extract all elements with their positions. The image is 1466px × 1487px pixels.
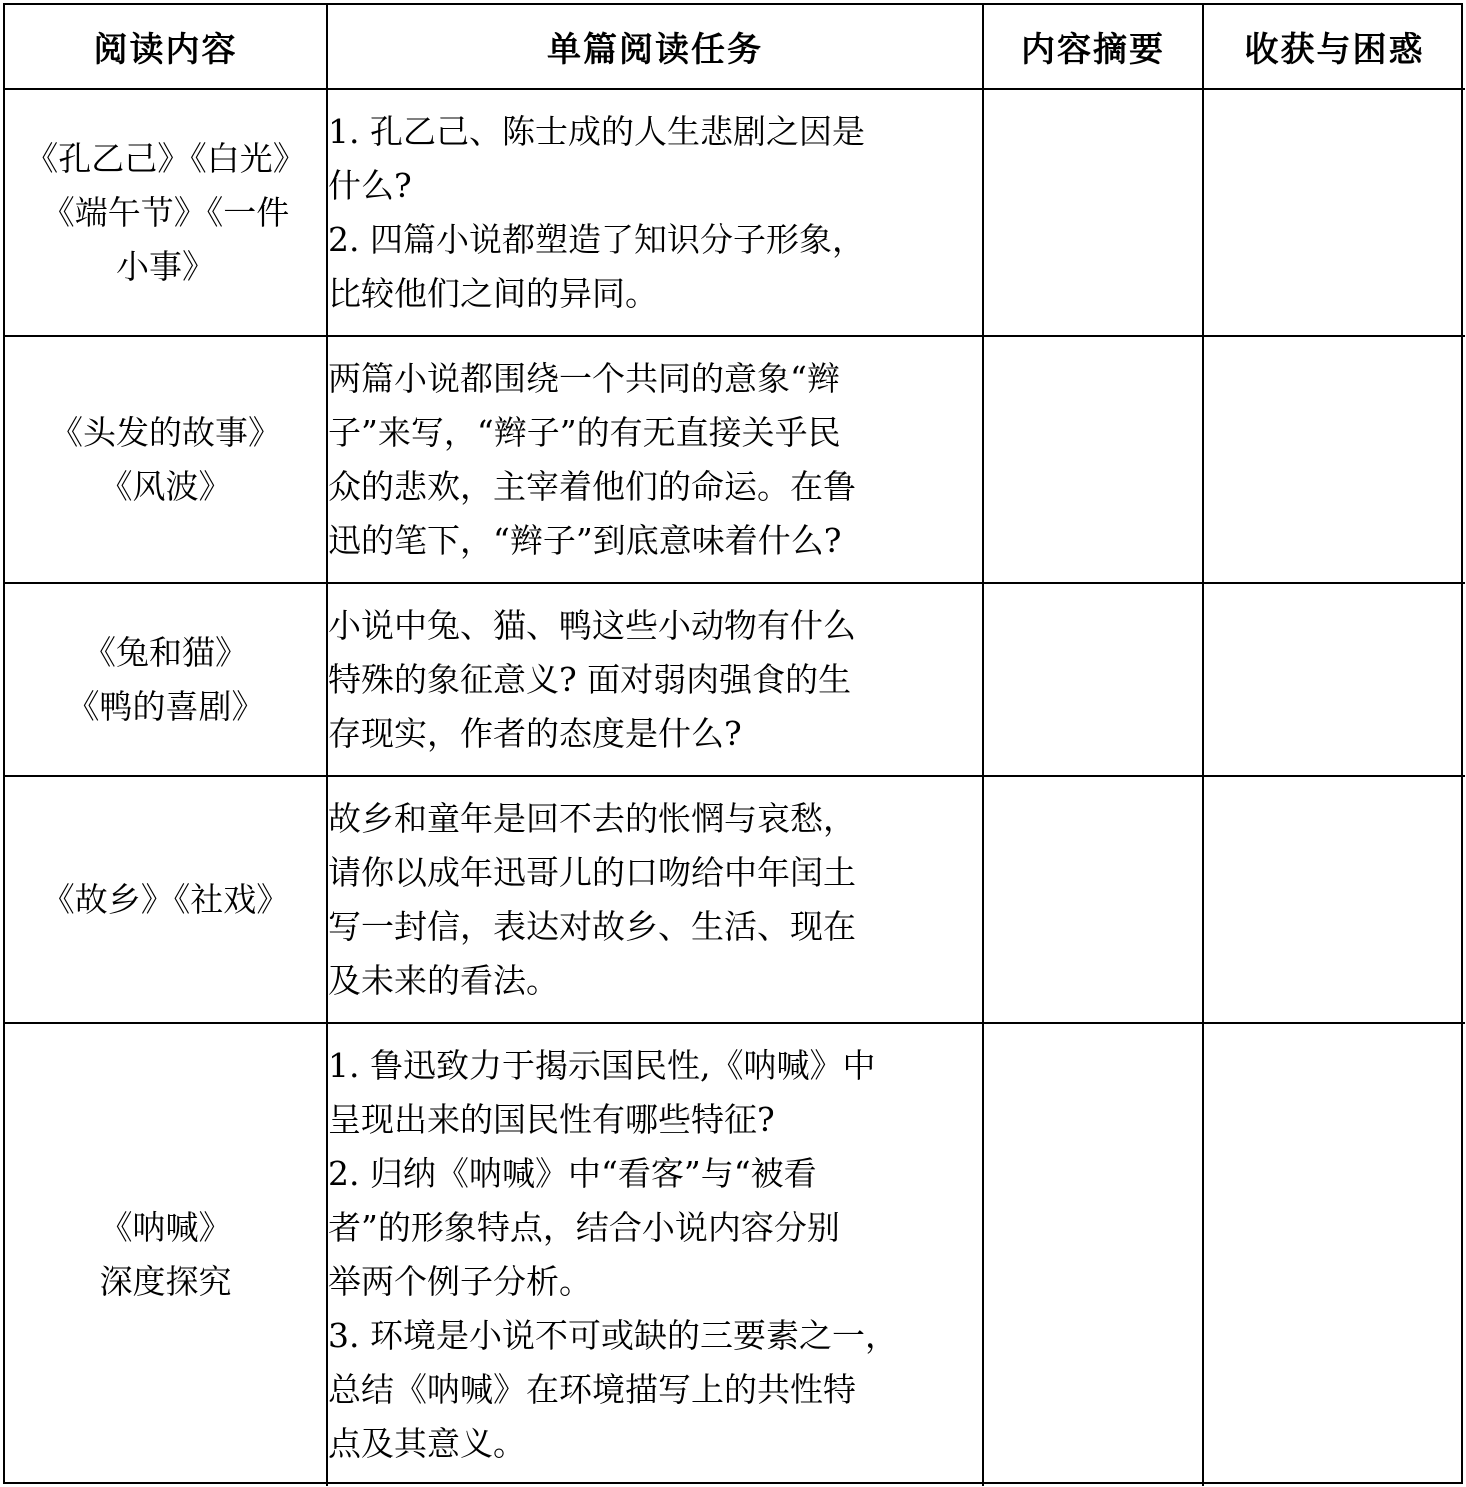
header-gains: 收获与困惑 bbox=[1203, 5, 1465, 89]
task-line: 点及其意义。 bbox=[328, 1424, 526, 1463]
reading-content-line: 《风波》 bbox=[99, 466, 232, 506]
gains-cell[interactable] bbox=[1203, 776, 1465, 1023]
reading-content-cell bbox=[5, 336, 327, 583]
table-row bbox=[5, 583, 1465, 776]
task-line: 总结《呐喊》在环境描写上的共性特 bbox=[328, 1370, 856, 1409]
task-line: 写一封信，表达对故乡、生活、现在 bbox=[328, 906, 856, 946]
task-line: 特殊的象征意义? 面对弱肉强食的生 bbox=[328, 659, 852, 699]
header-summary: 内容摘要 bbox=[983, 5, 1203, 89]
task-line: 及未来的看法。 bbox=[328, 960, 559, 1000]
summary-cell[interactable] bbox=[983, 776, 1203, 1023]
summary-cell[interactable] bbox=[983, 89, 1203, 336]
header-row bbox=[5, 5, 1465, 89]
task-cell bbox=[327, 89, 983, 336]
task-line: 呈现出来的国民性有哪些特征? bbox=[328, 1100, 775, 1139]
task-line: 3. 环境是小说不可或缺的三要素之一， bbox=[328, 1316, 898, 1355]
reading-content-line: 《呐喊》 bbox=[99, 1208, 232, 1247]
reading-plan-sheet bbox=[3, 3, 1463, 1484]
reading-content-cell bbox=[5, 89, 327, 336]
table-row bbox=[5, 776, 1465, 1023]
task-cell bbox=[327, 776, 983, 1023]
task-line: 举两个例子分析。 bbox=[328, 1262, 592, 1301]
task-line: 请你以成年迅哥儿的口吻给中年闰土 bbox=[328, 852, 856, 892]
reading-content-line: 《鸭的喜剧》 bbox=[66, 686, 265, 726]
table-row bbox=[5, 89, 1465, 336]
gains-cell[interactable] bbox=[1203, 336, 1465, 583]
reading-content-line: 深度探究 bbox=[99, 1262, 232, 1301]
task-line: 1. 孔乙己、陈士成的人生悲剧之因是 bbox=[328, 111, 865, 151]
task-line: 两篇小说都围绕一个共同的意象“辫 bbox=[328, 358, 840, 398]
reading-content-line: 《头发的故事》 bbox=[50, 412, 281, 452]
task-line: 迅的笔下，“辫子”到底意味着什么? bbox=[328, 520, 842, 560]
reading-plan-table bbox=[5, 5, 1465, 1486]
task-cell bbox=[327, 583, 983, 776]
table-row bbox=[5, 1023, 1465, 1486]
task-cell bbox=[327, 1023, 983, 1486]
reading-content-line: 小事》 bbox=[116, 246, 215, 286]
task-line: 2. 四篇小说都塑造了知识分子形象， bbox=[328, 219, 865, 259]
task-line: 者”的形象特点，结合小说内容分别 bbox=[328, 1208, 840, 1247]
reading-content-cell bbox=[5, 776, 327, 1023]
task-line: 存现实，作者的态度是什么? bbox=[328, 713, 742, 753]
summary-cell[interactable] bbox=[983, 1023, 1203, 1486]
table-row bbox=[5, 336, 1465, 583]
task-line: 什么? bbox=[328, 165, 412, 205]
gains-cell[interactable] bbox=[1203, 1023, 1465, 1486]
reading-content-line: 《孔乙己》《白光》 bbox=[25, 138, 306, 178]
gains-cell[interactable] bbox=[1203, 89, 1465, 336]
reading-content-cell bbox=[5, 583, 327, 776]
task-line: 2. 归纳《呐喊》中“看客”与“被看 bbox=[328, 1154, 817, 1193]
task-line: 小说中兔、猫、鸭这些小动物有什么 bbox=[328, 605, 856, 645]
header-single-task: 单篇阅读任务 bbox=[327, 5, 983, 89]
task-line: 比较他们之间的异同。 bbox=[328, 273, 658, 313]
task-line: 1. 鲁迅致力于揭示国民性,《呐喊》中 bbox=[328, 1046, 876, 1085]
reading-content-line: 《端午节》《一件 bbox=[41, 192, 290, 232]
summary-cell[interactable] bbox=[983, 336, 1203, 583]
task-cell bbox=[327, 336, 983, 583]
task-line: 故乡和童年是回不去的怅惘与哀愁， bbox=[328, 798, 856, 838]
reading-content-line: 《故乡》《社戏》 bbox=[41, 879, 290, 919]
gains-cell[interactable] bbox=[1203, 583, 1465, 776]
reading-content-line: 《兔和猫》 bbox=[83, 632, 248, 672]
header-reading-content: 阅读内容 bbox=[5, 5, 327, 89]
summary-cell[interactable] bbox=[983, 583, 1203, 776]
task-line: 众的悲欢，主宰着他们的命运。在鲁 bbox=[328, 466, 856, 506]
task-line: 子”来写，“辫子”的有无直接关乎民 bbox=[328, 412, 841, 452]
reading-content-cell bbox=[5, 1023, 327, 1486]
